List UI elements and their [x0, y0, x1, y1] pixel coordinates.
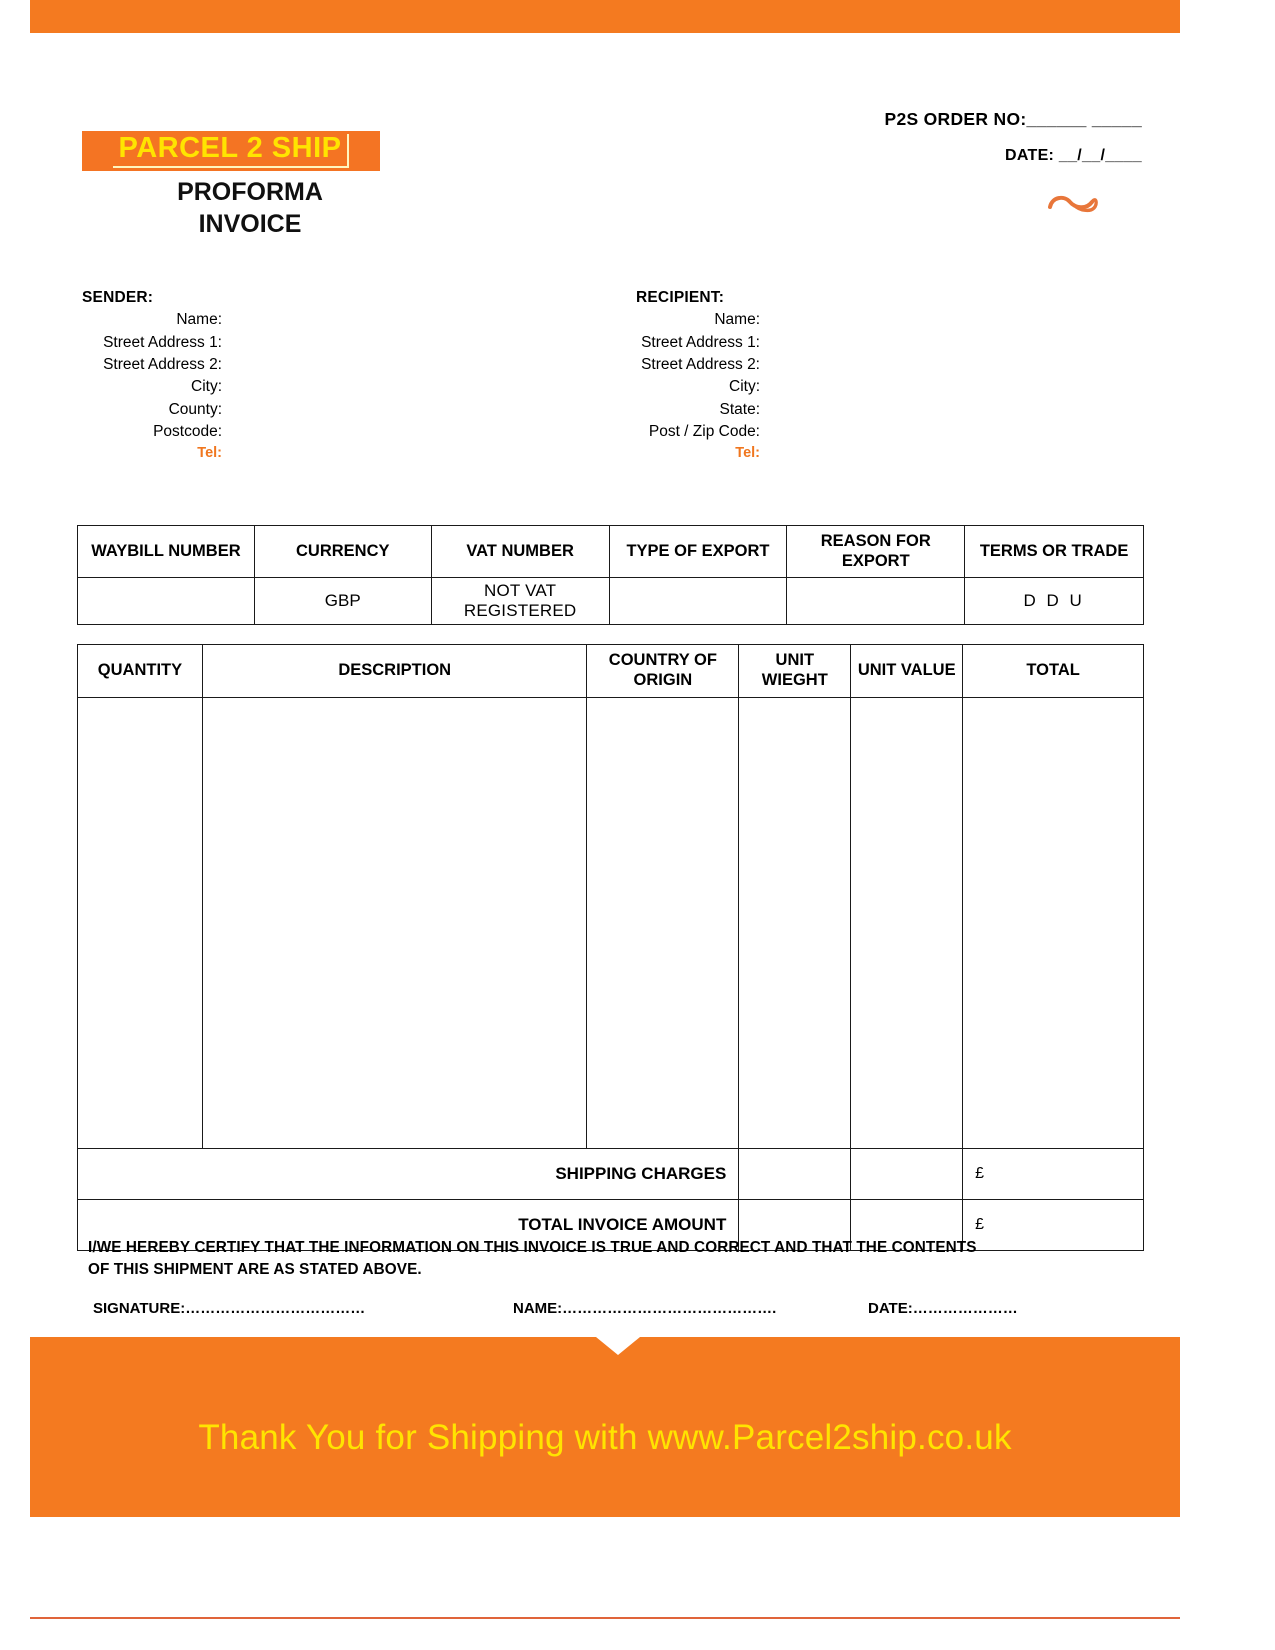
header-currency: CURRENCY: [254, 526, 431, 578]
cell-description[interactable]: [202, 698, 587, 1149]
name-field[interactable]: NAME:…………………………………….: [513, 1300, 777, 1317]
sender-block: [82, 287, 222, 464]
cell-total[interactable]: [963, 698, 1144, 1149]
document-title-line2: INVOICE: [198, 210, 302, 238]
cell-unit-value[interactable]: [851, 698, 963, 1149]
cell-vat-number[interactable]: NOT VAT REGISTERED: [431, 578, 609, 625]
recipient-field-state: State:: [719, 400, 760, 418]
cell-terms-or-trade[interactable]: D D U: [965, 578, 1144, 625]
certification-statement: [88, 1237, 1118, 1281]
shipping-charges-total[interactable]: £: [963, 1149, 1144, 1200]
sender-field-tel: Tel:: [197, 445, 222, 462]
info-header-row: [78, 526, 1144, 578]
header-terms-or-trade: TERMS OR TRADE: [965, 526, 1144, 578]
header-type-of-export: TYPE OF EXPORT: [609, 526, 787, 578]
shipping-charges-unit-weight[interactable]: [739, 1149, 851, 1200]
parcel2ship-logo: [82, 131, 380, 171]
sender-heading: SENDER:: [82, 289, 154, 306]
info-value-row: [78, 578, 1144, 625]
header-date-field[interactable]: DATE: __/__/____: [1004, 147, 1142, 164]
shipping-charges-unit-value[interactable]: [851, 1149, 963, 1200]
footer-text: Thank You for Shipping with www.Parcel2ship.co.uk: [198, 1418, 1012, 1457]
cell-unit-weight[interactable]: [739, 698, 851, 1149]
document-title: [110, 176, 390, 240]
document-title-line1: PROFORMA: [177, 178, 323, 206]
top-orange-bar: [30, 0, 1180, 33]
recipient-field-street1: Street Address 1:: [641, 333, 760, 351]
certification-line1: I/WE HEREBY CERTIFY THAT THE INFORMATION ON THIS INVOICE IS TRUE AND CORRECT AND THAT THE CONTENTS: [88, 1239, 977, 1256]
label-total-invoice-amount: TOTAL INVOICE AMOUNT: [78, 1200, 739, 1251]
signature-row: [93, 1300, 1093, 1317]
certification-line2: OF THIS SHIPMENT ARE AS STATED ABOVE.: [88, 1261, 422, 1279]
recipient-field-street2: Street Address 2:: [641, 355, 760, 373]
sender-field-name: Name:: [176, 311, 222, 329]
header-quantity: QUANTITY: [78, 645, 203, 698]
sender-field-county: County:: [168, 400, 222, 418]
recipient-heading: RECIPIENT:: [636, 289, 725, 306]
shipping-charges-row: [78, 1149, 1144, 1200]
bottom-rule: [30, 1617, 1180, 1619]
cell-quantity[interactable]: [78, 698, 203, 1149]
signature-field[interactable]: SIGNATURE:………………………………: [93, 1300, 366, 1317]
header-waybill-number: WAYBILL NUMBER: [78, 526, 255, 578]
logo-text: PARCEL 2 SHIP: [113, 134, 350, 168]
sender-field-postcode: Postcode:: [153, 422, 222, 440]
header-total: TOTAL: [963, 645, 1144, 698]
recipient-field-tel: Tel:: [735, 445, 760, 462]
header-unit-value: UNIT VALUE: [851, 645, 963, 698]
recipient-fields: [636, 309, 760, 464]
sender-fields: [82, 309, 222, 464]
header-country-of-origin: COUNTRY OF ORIGIN: [587, 645, 739, 698]
cell-country-of-origin[interactable]: [587, 698, 739, 1149]
sender-field-city: City:: [191, 378, 222, 396]
line-items-table: [77, 644, 1144, 1251]
cell-currency[interactable]: GBP: [254, 578, 431, 625]
header-vat-number: VAT NUMBER: [431, 526, 609, 578]
recipient-field-zip: Post / Zip Code:: [648, 422, 760, 440]
label-shipping-charges: SHIPPING CHARGES: [78, 1149, 739, 1200]
cell-reason-for-export[interactable]: [787, 578, 965, 625]
recipient-block: [636, 287, 760, 464]
footer-notch: [596, 1337, 640, 1355]
sender-field-street2: Street Address 2:: [103, 355, 222, 373]
header-unit-weight: UNIT WIEGHT: [739, 645, 851, 698]
header-reason-for-export: REASON FOR EXPORT: [787, 526, 965, 578]
shipment-info-table: [77, 525, 1144, 625]
cell-type-of-export[interactable]: [609, 578, 787, 625]
sender-field-street1: Street Address 1:: [103, 333, 222, 351]
signature-date-field[interactable]: DATE:…………………: [868, 1300, 1018, 1317]
recipient-field-name: Name:: [714, 311, 760, 329]
p2s-order-no-field[interactable]: P2S ORDER NO:______ _____: [884, 109, 1142, 129]
header-description: DESCRIPTION: [202, 645, 587, 698]
recipient-field-city: City:: [729, 378, 760, 396]
items-header-row: [78, 645, 1144, 698]
swoosh-icon: [1046, 186, 1102, 218]
items-entry-row: [78, 698, 1144, 1149]
total-invoice-total[interactable]: £: [963, 1200, 1144, 1251]
cell-waybill-number[interactable]: [78, 578, 255, 625]
